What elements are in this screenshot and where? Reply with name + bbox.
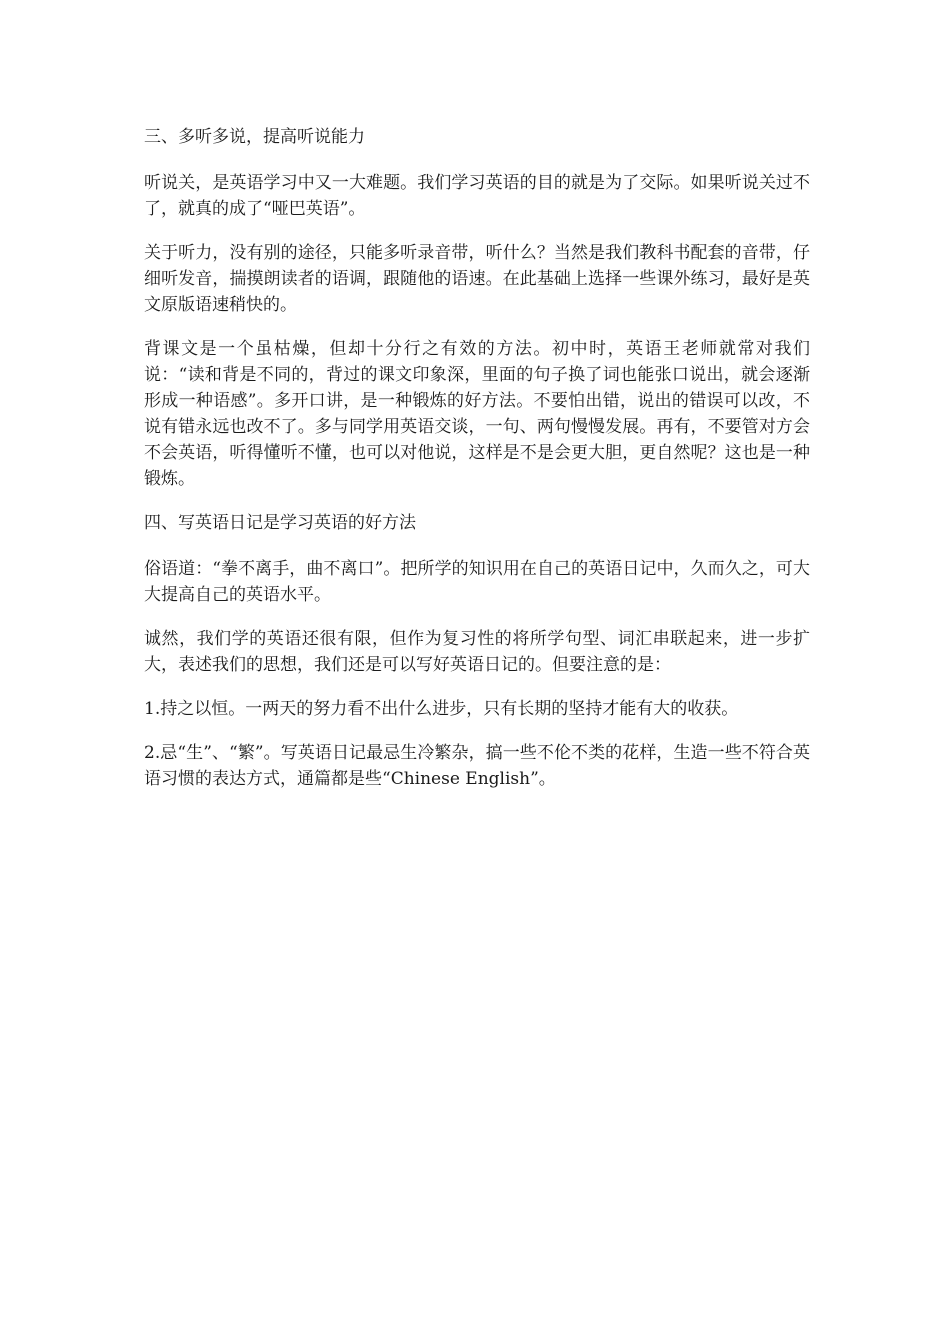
paragraph: 背课文是一个虽枯燥，但却十分行之有效的方法。初中时，英语王老师就常对我们说：“读和背是不同的，背过的课文印象深，里面的句子换了词也能张口说出，就会逐渐形成一种语感”。多开口讲，是一种锻炼的好方法。不要怕出错，说出的错误可以改，不说有错永远也改不了。多与同学用英语交谈，一句、两句慢慢发展。再有，不要管对方会不会英语，听得懂听不懂，也可以对他说，这样是不是会更大胆，更自然呢？这也是一种锻炼。 [144, 339, 810, 489]
paragraph: 俗语道：“拳不离手，曲不离口”。把所学的知识用在自己的英语日记中，久而久之，可大大提高自己的英语水平。 [144, 559, 810, 605]
document-body [144, 124, 810, 810]
paragraph: 诚然，我们学的英语还很有限，但作为复习性的将所学句型、词汇串联起来，进一步扩大，表述我们的思想，我们还是可以写好英语日记的。但要注意的是： [144, 629, 810, 675]
paragraph: 关于听力，没有别的途径，只能多听录音带，听什么？当然是我们教科书配套的音带，仔细听发音，揣摸朗读者的语调，跟随他的语速。在此基础上选择一些课外练习，最好是英文原版语速稍快的。 [144, 243, 810, 315]
list-item-persistence: 1.持之以恒。一两天的努力看不出什么进步，只有长期的坚持才能有大的收获。 [144, 699, 739, 719]
section-heading-english-diary: 四、写英语日记是学习英语的好方法 [144, 513, 416, 533]
paragraph: 听说关，是英语学习中又一大难题。我们学习英语的目的就是为了交际。如果听说关过不了，就真的成了“哑巴英语”。 [144, 173, 810, 219]
section-heading-listening-speaking: 三、多听多说，提高听说能力 [144, 127, 365, 147]
list-item-avoid-complexity: 2.忌“生”、“繁”。写英语日记最忌生冷繁杂，搞一些不伦不类的花样，生造一些不符合英语习惯的表达方式，通篇都是些“Chinese English”。 [144, 743, 810, 789]
